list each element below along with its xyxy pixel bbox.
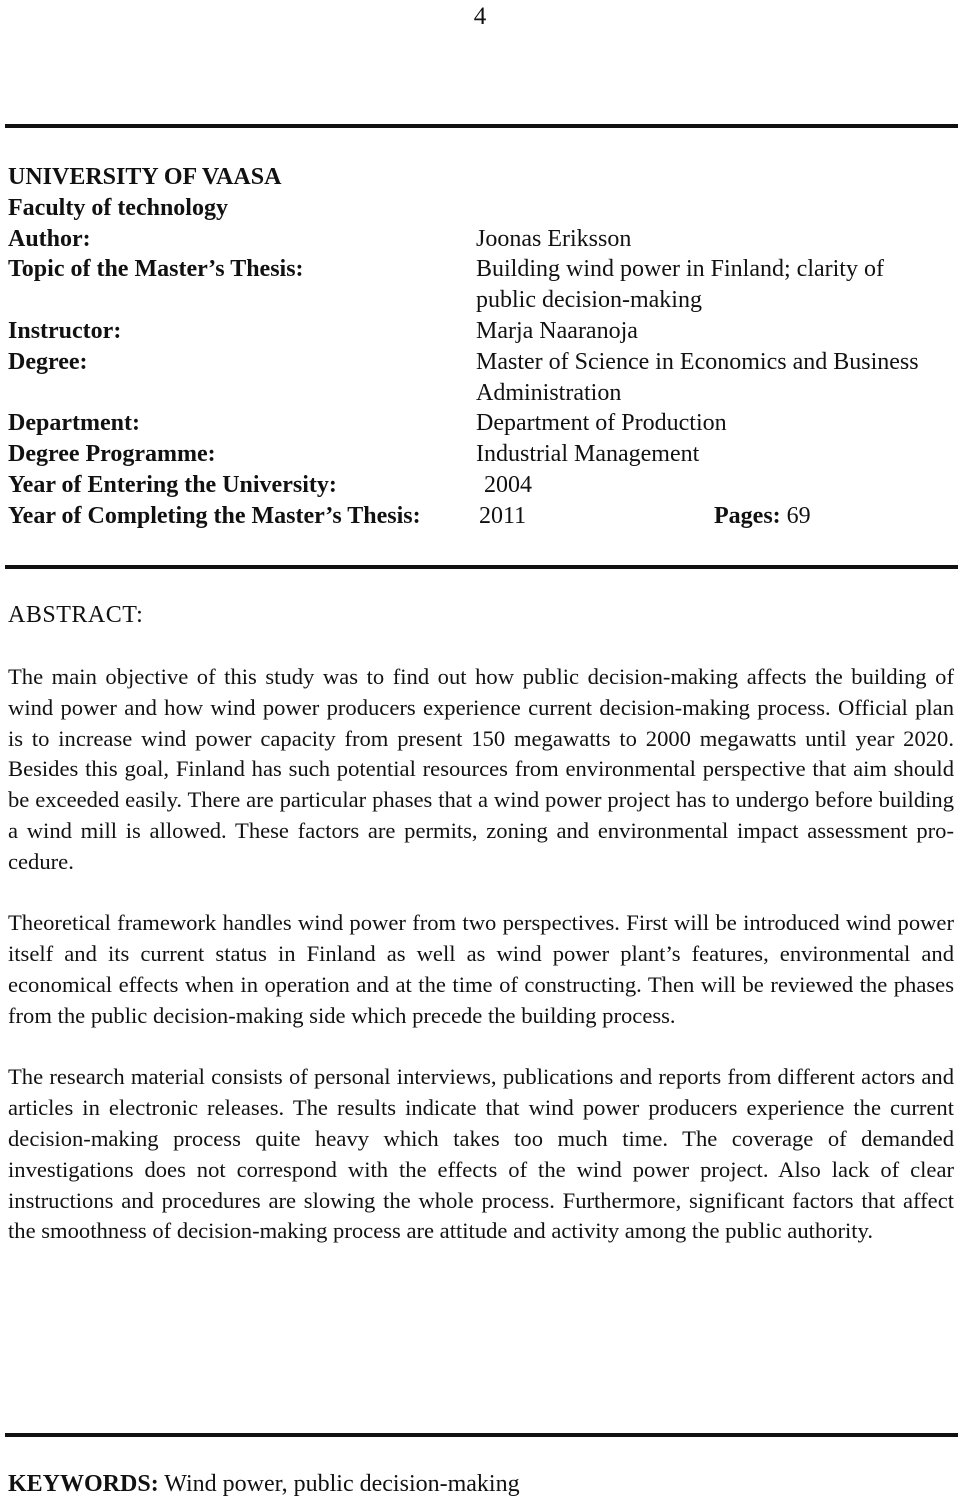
completing-year-label: Year of Completing the Master’s Thesis: [8,502,421,529]
abstract-paragraph: The main objective of this study was to find out how public decision-making affects the building of wind power and how wind power producers experience current decision-making process. Official plan is to increase wind power capacity from present 150 megawatts to 2000 megawatts until year 2020. Besides this goal, Finland has such potential resources from environmental perspective that aim should be exceeded easily. There are particular phases that a wind power project has to undergo before building a wind mill is allowed. These factors are permits, zoning and environmental impact assessment procedure. [8,664,954,874]
topic-row [8,254,948,316]
page-number: 4 [473,3,487,30]
instructor-row [8,316,948,347]
degree-label: Degree: [8,348,88,375]
pages-value: 69 [786,502,811,529]
abstract-heading: ABSTRACT: [8,602,144,628]
completing-year-row [8,501,948,532]
faculty-name: Faculty of technology [8,194,228,221]
pages-label: Pages: [714,502,781,529]
instructor-label: Instructor: [8,317,122,344]
degree-value: Master of Science in Economics and Business Administration [476,348,919,406]
author-row [8,224,948,255]
entering-year-row [8,470,948,501]
programme-label: Degree Programme: [8,441,216,468]
university-name: UNIVERSITY OF VAASA [8,164,282,190]
author-value: Joonas Eriksson [476,225,632,252]
middle-divider [5,565,958,569]
completing-year-value: 2011 [479,502,527,529]
degree-row [8,347,948,409]
author-label: Author: [8,225,91,252]
abstract-paragraph: Theoretical framework handles wind power from two perspectives. First will be introduced wind power itself and its current status in Finland as well as wind power plant’s features, environmental and economical effects when in operation and at the time of constructing. Then will be reviewed the phases from the public decision-making side which precede the building process. [8,910,954,1028]
keywords-label: KEYWORDS: [8,1471,159,1497]
department-value: Department of Production [476,410,727,437]
entering-year-value: 2004 [484,471,532,498]
pages-count [714,501,811,532]
keywords-line [8,1469,520,1499]
abstract-body [8,662,954,1247]
entering-year-label: Year of Entering the University: [8,471,337,498]
instructor-value: Marja Naaranoja [476,317,638,344]
department-label: Department: [8,410,140,437]
bottom-divider [5,1433,958,1437]
programme-value: Industrial Management [476,441,700,468]
thesis-info-block [8,162,948,532]
programme-row [8,439,948,470]
topic-value: Building wind power in Finland; clarity of public decision-making [476,256,884,314]
department-row [8,408,948,439]
keywords-value: Wind power, public decision-making [164,1471,520,1497]
top-divider [5,124,958,128]
topic-label: Topic of the Master’s Thesis: [8,256,304,283]
abstract-paragraph: The research material consists of personal interviews, publications and reports from different actors and articles in electronic releases. The results indicate that wind power producers experience the current decision-making process quite heavy which takes too much time. The coverage of demanded investigations does not correspond with the effects of the wind power project. Also lack of clear instructions and procedures are slowing the whole process. Furthermore, significant factors that affect the smoothness of decision-making process are attitude and activity among the public authority. [8,1064,954,1244]
